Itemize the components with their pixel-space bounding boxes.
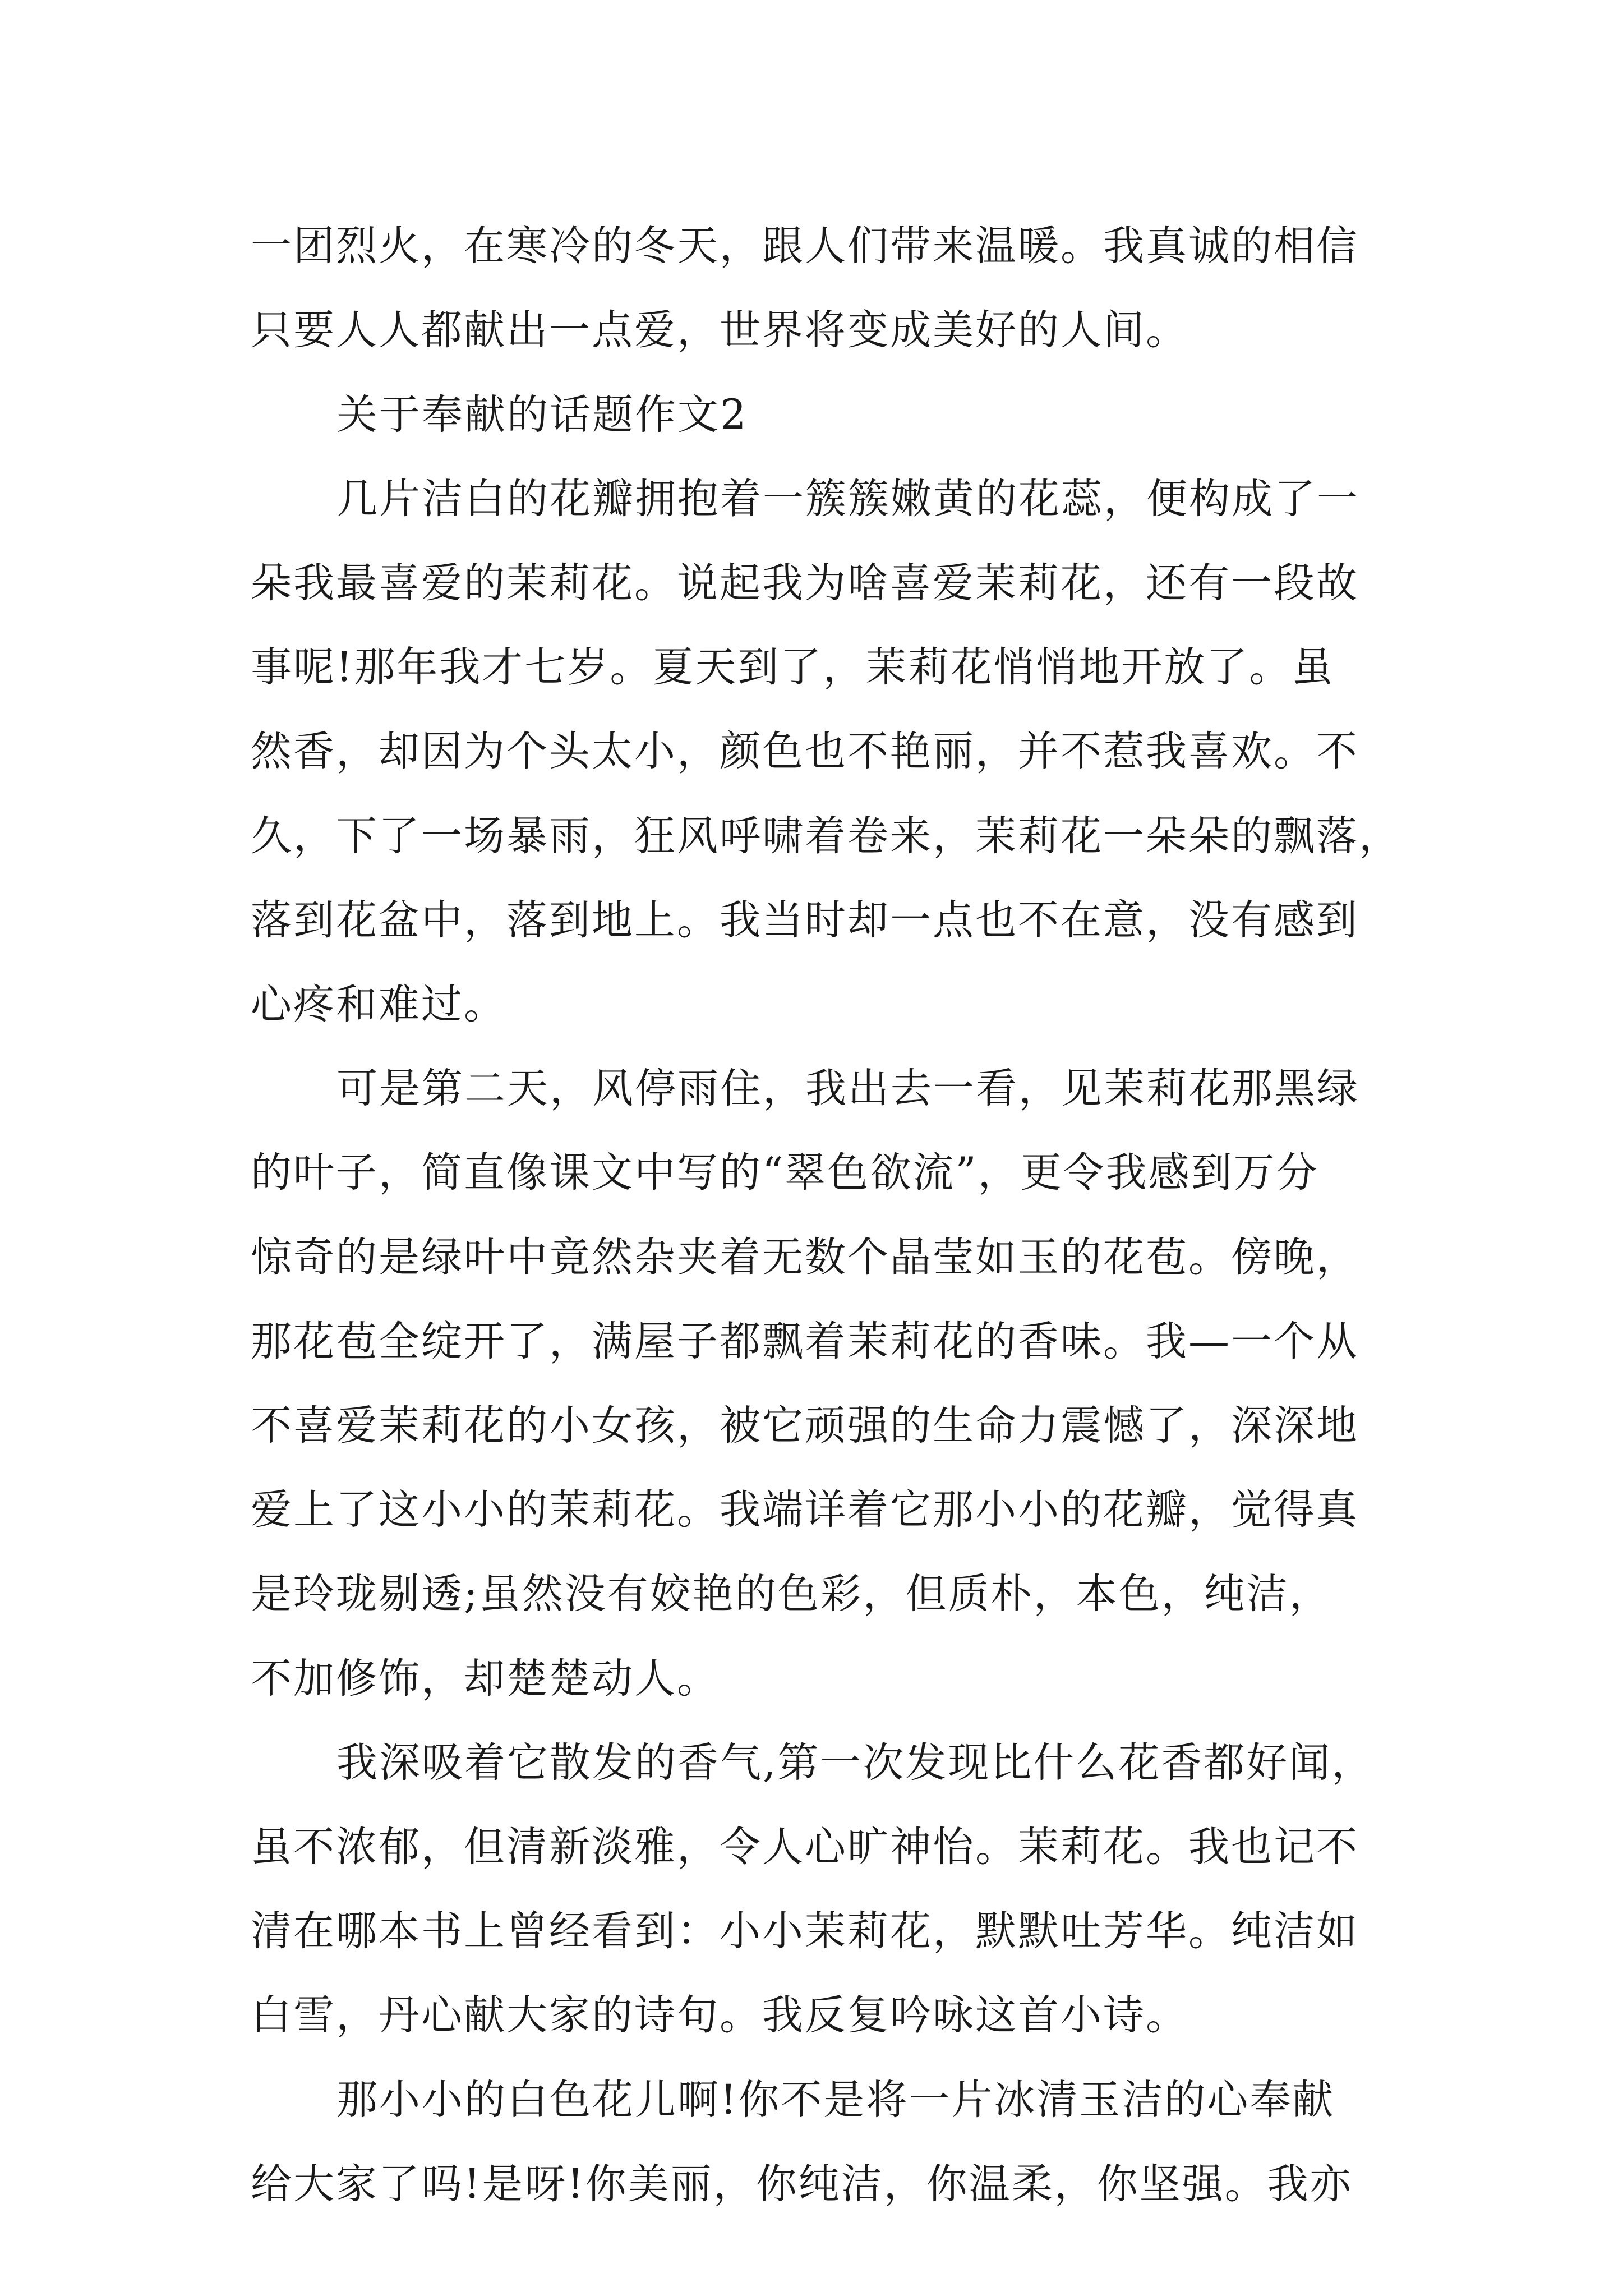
text-line: 给大家了吗!是呀!你美丽，你纯洁，你温柔，你坚强。我亦 bbox=[251, 2160, 1353, 2208]
section-heading: 关于奉献的话题作文2 bbox=[336, 391, 748, 439]
text-line: 事呢!那年我才七岁。夏天到了，茉莉花悄悄地开放了。虽 bbox=[251, 643, 1335, 691]
text-line: 不喜爱茉莉花的小女孩，被它顽强的生命力震憾了，深深地 bbox=[251, 1402, 1359, 1450]
text-line: 不加修饰，却楚楚动人。 bbox=[251, 1655, 720, 1703]
text-line: 可是第二天，风停雨住，我出去一看，见茉莉花那黑绿 bbox=[336, 1065, 1359, 1112]
text-line: 一团烈火，在寒冷的冬天，跟人们带来温暖。我真诚的相信 bbox=[251, 222, 1359, 270]
text-line: 白雪，丹心献大家的诗句。我反复吟咏这首小诗。 bbox=[251, 1991, 1188, 2039]
text-line: 我深吸着它散发的香气,第一次发现比什么花香都好闻， bbox=[336, 1739, 1375, 1787]
text-line: 心疼和难过。 bbox=[251, 981, 506, 1028]
text-line: 朵我最喜爱的茉莉花。说起我为啥喜爱茉莉花，还有一段故 bbox=[251, 559, 1359, 607]
text-line: 然香，却因为个头太小，颜色也不艳丽，并不惹我喜欢。不 bbox=[251, 728, 1359, 775]
text-line: 那花苞全绽开了，满屋子都飘着茉莉花的香味。我—一个从 bbox=[251, 1318, 1359, 1365]
text-line: 那小小的白色花儿啊!你不是将一片冰清玉洁的心奉献 bbox=[336, 2076, 1335, 2124]
text-line: 是玲珑剔透;虽然没有姣艳的色彩，但质朴，本色，纯洁， bbox=[251, 1570, 1332, 1618]
text-line: 虽不浓郁，但清新淡雅，令人心旷神怡。茉莉花。我也记不 bbox=[251, 1823, 1359, 1871]
text-line: 只要人人都献出一点爱，世界将变成美好的人间。 bbox=[251, 306, 1188, 354]
text-line: 几片洁白的花瓣拥抱着一簇簇嫩黄的花蕊，便构成了一 bbox=[336, 475, 1359, 523]
text-line: 爱上了这小小的茉莉花。我端详着它那小小的花瓣，觉得真 bbox=[251, 1486, 1359, 1534]
text-line: 清在哪本书上曾经看到：小小茉莉花，默默吐芳华。纯洁如 bbox=[251, 1907, 1359, 1955]
text-line: 惊奇的是绿叶中竟然杂夹着无数个晶莹如玉的花苞。傍晚， bbox=[251, 1234, 1359, 1281]
text-line: 的叶子，简直像课文中写的“翠色欲流”，更令我感到万分 bbox=[251, 1149, 1319, 1197]
text-line: 久，下了一场暴雨，狂风呼啸着卷来，茉莉花一朵朵的飘落， bbox=[251, 812, 1401, 860]
text-line: 落到花盆中，落到地上。我当时却一点也不在意，没有感到 bbox=[251, 896, 1359, 944]
